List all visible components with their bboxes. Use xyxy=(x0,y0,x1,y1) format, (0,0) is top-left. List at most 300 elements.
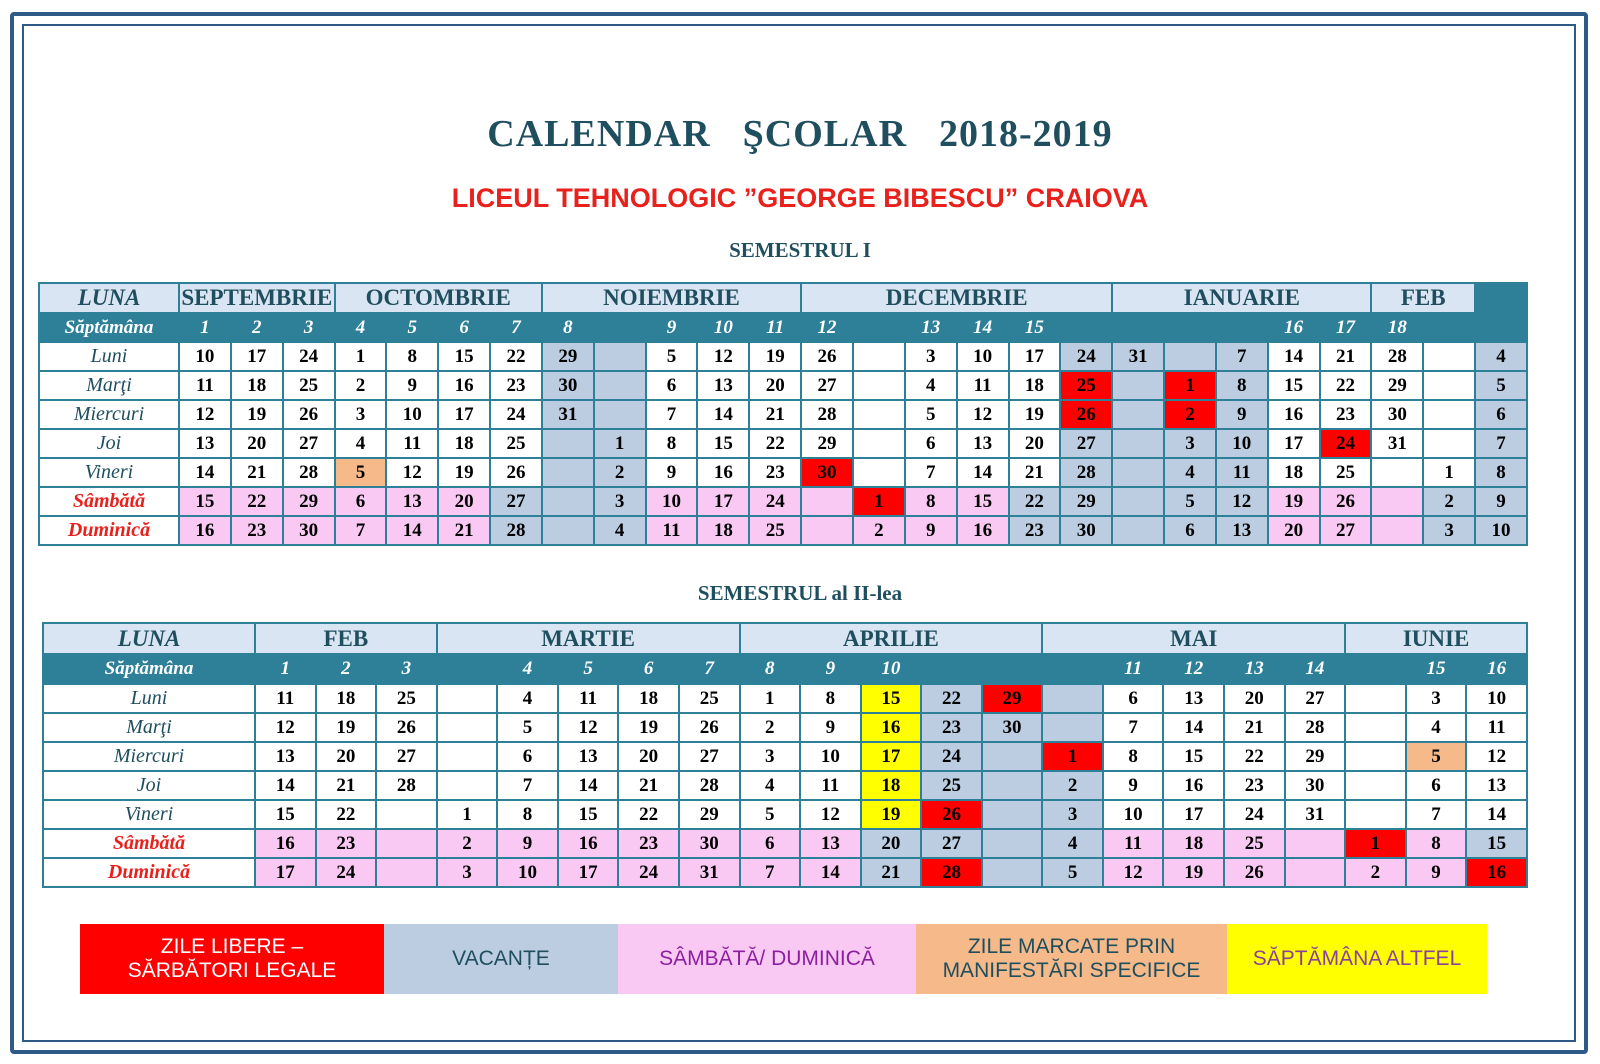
day-row xyxy=(40,372,1526,399)
date-cell: 1 xyxy=(438,801,497,828)
week-number: 3 xyxy=(284,314,334,341)
day-label: Duminică xyxy=(44,859,254,886)
legend-text xyxy=(943,935,1201,983)
date-cell: 18 xyxy=(439,430,489,457)
date-cell: 29 xyxy=(1372,372,1422,399)
date-cell: 21 xyxy=(1010,459,1060,486)
month-header: IUNIE xyxy=(1346,624,1526,653)
date-cell: 5 xyxy=(336,459,386,486)
date-cell: 17 xyxy=(1010,343,1060,370)
date-cell: 16 xyxy=(862,714,921,741)
date-cell: 20 xyxy=(1010,430,1060,457)
date-cell: 5 xyxy=(647,343,697,370)
date-cell: 22 xyxy=(619,801,678,828)
date-cell: 8 xyxy=(1476,459,1526,486)
date-cell: 4 xyxy=(741,772,800,799)
day-label: Duminică xyxy=(40,517,178,544)
date-cell: 7 xyxy=(336,517,386,544)
date-cell: 24 xyxy=(750,488,800,515)
date-cell: 25 xyxy=(1321,459,1371,486)
week-number: 9 xyxy=(801,655,860,683)
date-cell: 14 xyxy=(387,517,437,544)
date-cell: 11 xyxy=(256,685,315,712)
legend-item xyxy=(618,924,916,994)
date-cell: 8 xyxy=(1104,743,1163,770)
date-cell: 18 xyxy=(698,517,748,544)
date-cell: 6 xyxy=(1104,685,1163,712)
date-cell: 15 xyxy=(256,801,315,828)
legend-item xyxy=(80,924,384,994)
date-cell: 29 xyxy=(543,343,593,370)
semester1-title: SEMESTRUL I xyxy=(729,238,871,262)
week-number: 13 xyxy=(906,314,956,341)
date-cell: 10 xyxy=(1467,685,1526,712)
date-cell xyxy=(377,830,436,857)
date-cell: 19 xyxy=(750,343,800,370)
date-cell: 19 xyxy=(232,401,282,428)
date-cell: 23 xyxy=(1225,772,1284,799)
date-cell xyxy=(1113,401,1163,428)
date-cell: 14 xyxy=(1269,343,1319,370)
date-cell xyxy=(1346,714,1405,741)
week-number: 10 xyxy=(698,314,748,341)
date-cell: 11 xyxy=(1104,830,1163,857)
date-cell xyxy=(1424,343,1474,370)
title-word: CALENDAR xyxy=(487,113,711,155)
date-cell: 6 xyxy=(1165,517,1215,544)
date-cell: 26 xyxy=(680,714,739,741)
month-header: APRILIE xyxy=(741,624,1042,653)
date-cell: 12 xyxy=(698,343,748,370)
date-cell: 17 xyxy=(232,343,282,370)
date-cell: 13 xyxy=(256,743,315,770)
week-number xyxy=(922,655,981,683)
date-cell xyxy=(1346,772,1405,799)
date-cell: 3 xyxy=(1424,517,1474,544)
date-cell: 14 xyxy=(180,459,230,486)
luna-label: LUNA xyxy=(44,624,254,653)
date-cell: 10 xyxy=(498,859,557,886)
day-row xyxy=(40,401,1526,428)
date-cell xyxy=(1424,372,1474,399)
week-number: 4 xyxy=(498,655,557,683)
date-cell: 2 xyxy=(741,714,800,741)
date-cell: 11 xyxy=(559,685,618,712)
legend-item xyxy=(1227,924,1487,994)
date-cell: 10 xyxy=(958,343,1008,370)
day-row xyxy=(40,343,1526,370)
date-cell: 15 xyxy=(958,488,1008,515)
date-cell: 6 xyxy=(1407,772,1466,799)
week-number xyxy=(1424,314,1474,341)
date-cell: 26 xyxy=(922,801,981,828)
week-number xyxy=(1061,314,1111,341)
date-cell: 4 xyxy=(1043,830,1102,857)
day-row xyxy=(40,430,1526,457)
legend-line: ZILE MARCATE PRIN xyxy=(967,935,1176,958)
date-cell: 3 xyxy=(336,401,386,428)
date-cell: 7 xyxy=(906,459,956,486)
date-cell: 14 xyxy=(559,772,618,799)
week-label: Săptămâna xyxy=(44,655,254,683)
date-cell xyxy=(595,343,645,370)
week-number xyxy=(595,314,645,341)
date-cell: 7 xyxy=(1217,343,1267,370)
date-cell: 23 xyxy=(317,830,376,857)
date-cell: 20 xyxy=(619,743,678,770)
week-number: 5 xyxy=(387,314,437,341)
date-cell: 27 xyxy=(802,372,852,399)
date-cell: 30 xyxy=(1061,517,1111,544)
day-row xyxy=(44,859,1526,886)
date-cell: 21 xyxy=(1225,714,1284,741)
date-cell: 25 xyxy=(750,517,800,544)
day-row xyxy=(44,801,1526,828)
date-cell xyxy=(1043,685,1102,712)
date-cell: 3 xyxy=(1043,801,1102,828)
date-cell: 13 xyxy=(698,372,748,399)
date-cell: 27 xyxy=(377,743,436,770)
date-cell: 9 xyxy=(1104,772,1163,799)
date-cell: 6 xyxy=(647,372,697,399)
date-cell: 10 xyxy=(180,343,230,370)
day-row xyxy=(44,743,1526,770)
date-cell: 10 xyxy=(647,488,697,515)
week-number: 8 xyxy=(543,314,593,341)
date-cell: 2 xyxy=(1424,488,1474,515)
date-cell: 11 xyxy=(1467,714,1526,741)
date-cell: 25 xyxy=(1061,372,1111,399)
date-cell: 2 xyxy=(1043,772,1102,799)
date-cell: 23 xyxy=(922,714,981,741)
week-number: 14 xyxy=(1286,655,1345,683)
date-cell: 15 xyxy=(698,430,748,457)
month-header-row xyxy=(44,624,1526,653)
date-cell xyxy=(438,743,497,770)
date-cell: 21 xyxy=(232,459,282,486)
date-cell: 16 xyxy=(958,517,1008,544)
legend xyxy=(80,924,1494,994)
date-cell: 16 xyxy=(1269,401,1319,428)
date-cell xyxy=(1113,372,1163,399)
date-cell: 28 xyxy=(802,401,852,428)
date-cell xyxy=(1113,517,1163,544)
date-cell xyxy=(543,430,593,457)
date-cell: 20 xyxy=(862,830,921,857)
week-number: 2 xyxy=(232,314,282,341)
date-cell: 16 xyxy=(1467,859,1526,886)
date-cell: 18 xyxy=(1010,372,1060,399)
week-number xyxy=(1217,314,1267,341)
date-cell: 31 xyxy=(680,859,739,886)
week-number: 7 xyxy=(680,655,739,683)
date-cell xyxy=(1113,459,1163,486)
date-cell: 21 xyxy=(439,517,489,544)
date-cell: 28 xyxy=(377,772,436,799)
week-number: 9 xyxy=(647,314,697,341)
date-cell: 30 xyxy=(1372,401,1422,428)
date-cell: 12 xyxy=(256,714,315,741)
date-cell: 29 xyxy=(680,801,739,828)
day-label: Miercuri xyxy=(44,743,254,770)
date-cell: 30 xyxy=(543,372,593,399)
date-cell: 22 xyxy=(1321,372,1371,399)
date-cell: 20 xyxy=(750,372,800,399)
date-cell: 20 xyxy=(1269,517,1319,544)
date-cell: 31 xyxy=(543,401,593,428)
date-cell: 10 xyxy=(387,401,437,428)
date-cell: 1 xyxy=(854,488,904,515)
date-cell: 15 xyxy=(439,343,489,370)
legend-line: ZILE LIBERE – xyxy=(160,935,304,958)
date-cell: 24 xyxy=(1225,801,1284,828)
month-header: MARTIE xyxy=(438,624,739,653)
date-cell: 4 xyxy=(498,685,557,712)
week-number xyxy=(983,655,1042,683)
date-cell: 13 xyxy=(387,488,437,515)
date-cell: 28 xyxy=(680,772,739,799)
date-cell: 24 xyxy=(284,343,334,370)
date-cell: 5 xyxy=(906,401,956,428)
date-cell: 9 xyxy=(1217,401,1267,428)
date-cell: 21 xyxy=(750,401,800,428)
date-cell: 2 xyxy=(438,830,497,857)
date-cell: 18 xyxy=(317,685,376,712)
date-cell: 24 xyxy=(619,859,678,886)
date-cell: 15 xyxy=(1269,372,1319,399)
date-cell: 16 xyxy=(180,517,230,544)
date-cell: 21 xyxy=(862,859,921,886)
month-header: OCTOMBRIE xyxy=(336,284,541,312)
date-cell: 9 xyxy=(906,517,956,544)
day-row xyxy=(40,488,1526,515)
date-cell xyxy=(983,772,1042,799)
week-number-row xyxy=(44,655,1526,683)
date-cell xyxy=(438,714,497,741)
date-cell: 4 xyxy=(1476,343,1526,370)
title-word: ŞCOLAR xyxy=(742,113,908,155)
legend-text xyxy=(1253,947,1462,971)
date-cell: 27 xyxy=(922,830,981,857)
date-cell: 6 xyxy=(1476,401,1526,428)
date-cell: 18 xyxy=(232,372,282,399)
day-row xyxy=(44,685,1526,712)
date-cell: 27 xyxy=(1321,517,1371,544)
date-cell: 16 xyxy=(256,830,315,857)
date-cell: 25 xyxy=(680,685,739,712)
date-cell: 15 xyxy=(559,801,618,828)
week-number: 1 xyxy=(180,314,230,341)
date-cell xyxy=(983,859,1042,886)
date-cell: 9 xyxy=(498,830,557,857)
date-cell: 29 xyxy=(983,685,1042,712)
week-number xyxy=(1476,314,1526,341)
date-cell: 12 xyxy=(180,401,230,428)
date-cell: 1 xyxy=(1165,372,1215,399)
week-number: 1 xyxy=(256,655,315,683)
date-cell: 27 xyxy=(1061,430,1111,457)
legend-line: VACANȚE xyxy=(452,947,550,970)
date-cell: 12 xyxy=(1104,859,1163,886)
date-cell: 12 xyxy=(1467,743,1526,770)
week-number xyxy=(1113,314,1163,341)
date-cell: 12 xyxy=(958,401,1008,428)
date-cell: 23 xyxy=(232,517,282,544)
date-cell: 3 xyxy=(595,488,645,515)
date-cell: 5 xyxy=(498,714,557,741)
date-cell: 8 xyxy=(906,488,956,515)
date-cell xyxy=(854,372,904,399)
date-cell: 17 xyxy=(1164,801,1223,828)
date-cell: 26 xyxy=(802,343,852,370)
semester2-title: SEMESTRUL al II-lea xyxy=(697,581,903,605)
date-cell: 27 xyxy=(1286,685,1345,712)
date-cell: 30 xyxy=(802,459,852,486)
date-cell: 29 xyxy=(284,488,334,515)
week-number: 12 xyxy=(802,314,852,341)
day-label: Vineri xyxy=(44,801,254,828)
date-cell: 5 xyxy=(1476,372,1526,399)
date-cell: 14 xyxy=(1164,714,1223,741)
date-cell: 31 xyxy=(1372,430,1422,457)
date-cell: 22 xyxy=(491,343,541,370)
legend-text xyxy=(128,935,337,983)
date-cell xyxy=(1346,801,1405,828)
date-cell: 13 xyxy=(559,743,618,770)
week-number: 11 xyxy=(750,314,800,341)
date-cell: 28 xyxy=(922,859,981,886)
date-cell: 10 xyxy=(801,743,860,770)
date-cell: 26 xyxy=(377,714,436,741)
week-number: 10 xyxy=(862,655,921,683)
date-cell: 5 xyxy=(741,801,800,828)
day-label: Marţi xyxy=(40,372,178,399)
date-cell: 16 xyxy=(559,830,618,857)
date-cell: 13 xyxy=(180,430,230,457)
date-cell: 8 xyxy=(1217,372,1267,399)
date-cell xyxy=(1165,343,1215,370)
date-cell xyxy=(802,488,852,515)
date-cell: 25 xyxy=(284,372,334,399)
date-cell xyxy=(377,801,436,828)
week-number xyxy=(1346,655,1405,683)
date-cell: 4 xyxy=(1407,714,1466,741)
week-number: 16 xyxy=(1467,655,1526,683)
date-cell xyxy=(543,488,593,515)
day-label: Joi xyxy=(44,772,254,799)
legend-line: SĂRBĂTORI LEGALE xyxy=(127,959,337,982)
date-cell: 28 xyxy=(1061,459,1111,486)
date-cell: 8 xyxy=(801,685,860,712)
date-cell: 11 xyxy=(801,772,860,799)
date-cell: 13 xyxy=(801,830,860,857)
date-cell: 5 xyxy=(1407,743,1466,770)
date-cell: 24 xyxy=(317,859,376,886)
date-cell: 14 xyxy=(256,772,315,799)
date-cell: 17 xyxy=(862,743,921,770)
legend-line: MANIFESTĂRI SPECIFICE xyxy=(942,959,1201,982)
date-cell: 20 xyxy=(439,488,489,515)
date-cell: 24 xyxy=(922,743,981,770)
date-cell: 18 xyxy=(619,685,678,712)
week-number xyxy=(1165,314,1215,341)
date-cell: 24 xyxy=(1061,343,1111,370)
date-cell: 13 xyxy=(1217,517,1267,544)
date-cell: 8 xyxy=(498,801,557,828)
date-cell: 7 xyxy=(1104,714,1163,741)
date-cell xyxy=(1372,517,1422,544)
week-number: 2 xyxy=(317,655,376,683)
date-cell: 22 xyxy=(750,430,800,457)
date-cell xyxy=(1346,685,1405,712)
week-number: 5 xyxy=(559,655,618,683)
day-label: Joi xyxy=(40,430,178,457)
date-cell: 7 xyxy=(647,401,697,428)
date-cell: 9 xyxy=(801,714,860,741)
date-cell: 8 xyxy=(647,430,697,457)
day-label: Marţi xyxy=(44,714,254,741)
day-label: Sâmbătă xyxy=(44,830,254,857)
date-cell: 19 xyxy=(1010,401,1060,428)
week-label: Săptămâna xyxy=(40,314,178,341)
date-cell: 11 xyxy=(387,430,437,457)
date-cell: 15 xyxy=(180,488,230,515)
month-header-row xyxy=(40,284,1526,312)
date-cell xyxy=(1372,488,1422,515)
date-cell: 15 xyxy=(1467,830,1526,857)
date-cell: 3 xyxy=(1407,685,1466,712)
date-cell: 26 xyxy=(1061,401,1111,428)
date-cell: 31 xyxy=(1286,801,1345,828)
date-cell: 5 xyxy=(1043,859,1102,886)
date-cell: 7 xyxy=(498,772,557,799)
date-cell: 1 xyxy=(741,685,800,712)
week-number xyxy=(854,314,904,341)
date-cell: 6 xyxy=(336,488,386,515)
date-cell: 1 xyxy=(1424,459,1474,486)
date-cell: 18 xyxy=(1269,459,1319,486)
date-cell: 2 xyxy=(1165,401,1215,428)
date-cell: 12 xyxy=(559,714,618,741)
week-number: 7 xyxy=(491,314,541,341)
date-cell: 11 xyxy=(647,517,697,544)
date-cell xyxy=(1113,430,1163,457)
date-cell: 14 xyxy=(698,401,748,428)
date-cell: 26 xyxy=(491,459,541,486)
date-cell: 3 xyxy=(1165,430,1215,457)
legend-line: SÂMBĂTĂ/ DUMINICĂ xyxy=(659,947,875,970)
date-cell: 19 xyxy=(439,459,489,486)
date-cell: 27 xyxy=(491,488,541,515)
date-cell: 7 xyxy=(741,859,800,886)
week-number: 17 xyxy=(1321,314,1371,341)
date-cell: 29 xyxy=(1286,743,1345,770)
date-cell: 23 xyxy=(1010,517,1060,544)
date-cell: 14 xyxy=(958,459,1008,486)
date-cell xyxy=(438,772,497,799)
month-header: NOIEMBRIE xyxy=(543,284,800,312)
week-number: 15 xyxy=(1407,655,1466,683)
date-cell: 23 xyxy=(491,372,541,399)
date-cell xyxy=(1286,830,1345,857)
legend-text xyxy=(452,947,550,971)
date-cell: 19 xyxy=(1164,859,1223,886)
date-cell: 12 xyxy=(801,801,860,828)
date-cell: 22 xyxy=(1010,488,1060,515)
date-cell: 25 xyxy=(377,685,436,712)
week-number xyxy=(1043,655,1102,683)
date-cell: 11 xyxy=(958,372,1008,399)
